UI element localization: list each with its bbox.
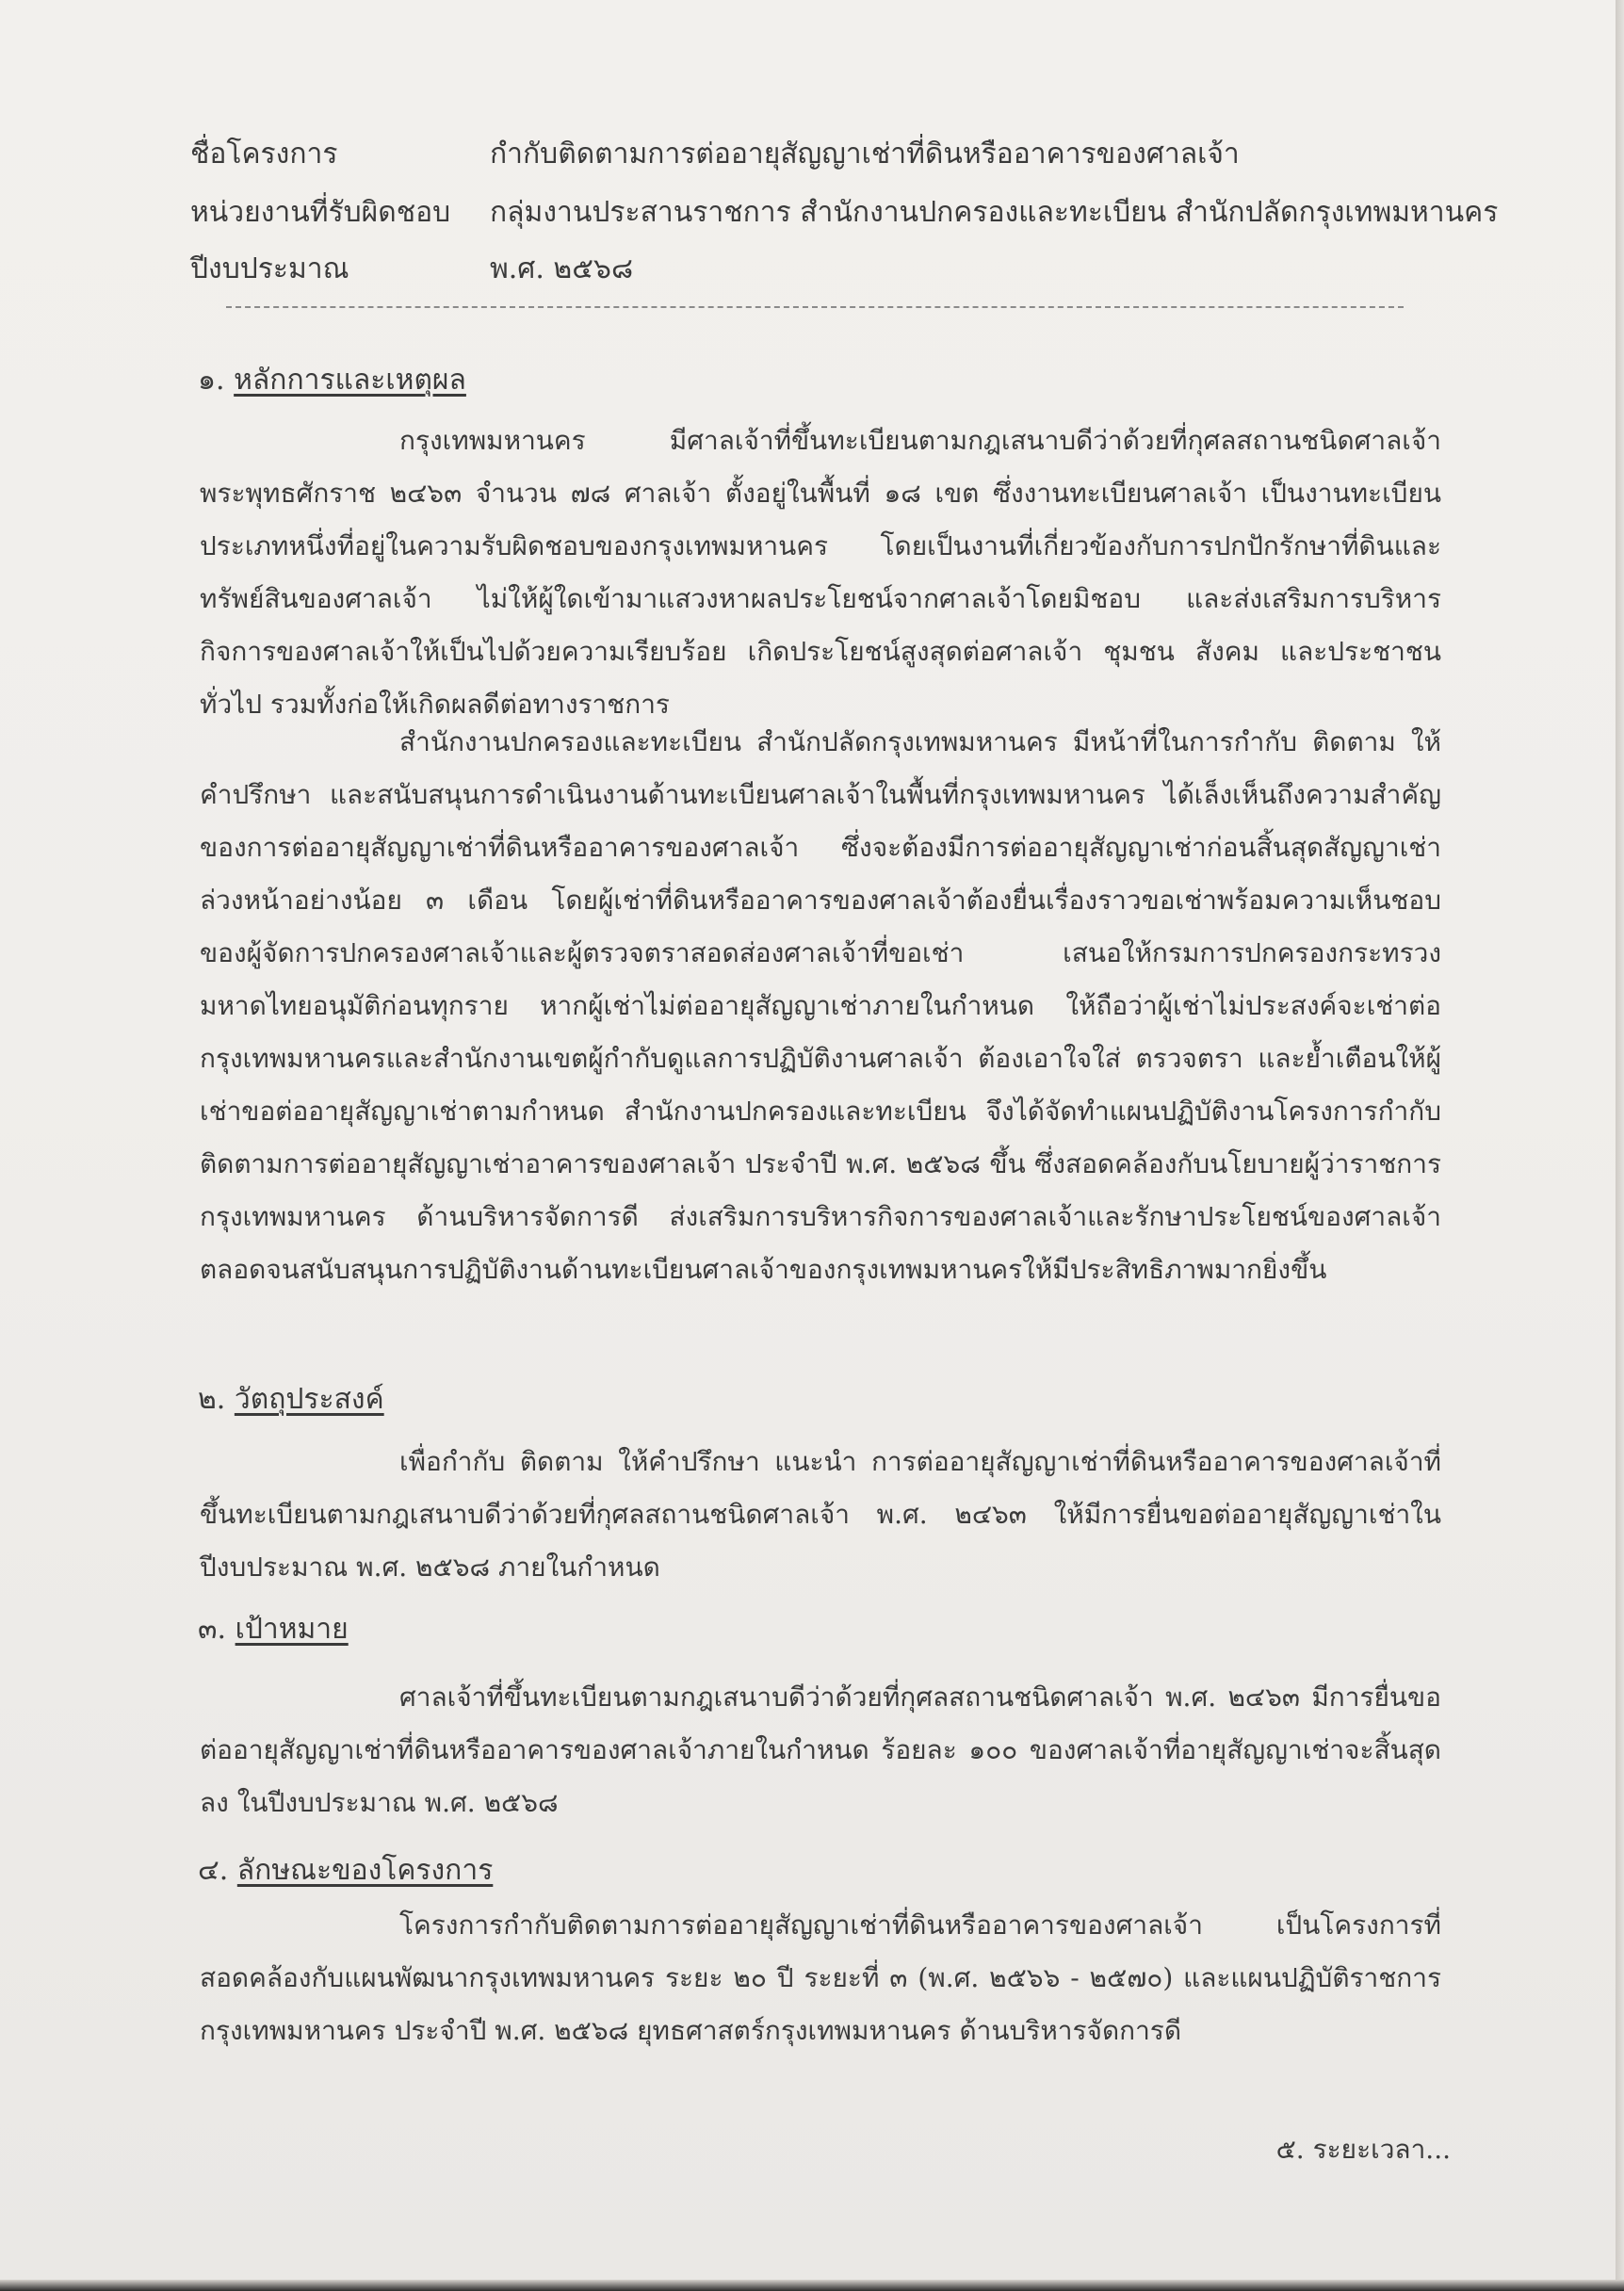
- agency-value: กลุ่มงานประสานราชการ สำนักงานปกครองและทะเบียน สำนักปลัดกรุงเทพมหานคร: [490, 196, 1499, 229]
- agency-label: หน่วยงานที่รับผิดชอบ: [190, 196, 451, 229]
- project-label: ชื่อโครงการ: [190, 138, 338, 171]
- year-label: ปีงบประมาณ: [190, 252, 349, 285]
- section-4-title: ลักษณะของโครงการ: [236, 1854, 494, 1887]
- section-1-title: หลักการและเหตุผล: [234, 364, 466, 397]
- table-surface: [0, 2280, 1624, 2291]
- section-3-heading: [198, 1607, 349, 1652]
- section-4-number: ๔.: [198, 1854, 229, 1887]
- section-1-heading: [198, 358, 466, 403]
- section-4-paragraph: โครงการกำกับติดตามการต่ออายุสัญญาเช่าที่ดินหรืออาคารของศาลเจ้า เป็นโครงการที่สอดคล้องกับแผนพัฒนากรุงเทพมหานคร ระยะ ๒๐ ปี ระยะที่ ๓ (พ.ศ. ๒๕๖๖ - ๒๕๗๐) และแผนปฏิบัติราชการกรุงเทพมหานคร ประจำปี พ.ศ. ๒๕๖๘ ยุทธศาสตร์กรุงเทพมหานคร ด้านบริหารจัดการดี: [200, 1909, 1441, 2046]
- header-divider: [226, 306, 1404, 308]
- year-value: พ.ศ. ๒๕๖๘: [490, 252, 634, 285]
- section-1-number: ๑.: [198, 364, 225, 397]
- page-continuation: ๕. ระยะเวลา...: [1275, 2134, 1451, 2165]
- paper-edge-shadow: [1616, 0, 1624, 2291]
- section-3-number: ๓.: [198, 1613, 227, 1646]
- section-3-paragraph: ศาลเจ้าที่ขึ้นทะเบียนตามกฎเสนาบดีว่าด้วยที่กุศลสถานชนิดศาลเจ้า พ.ศ. ๒๔๖๓ มีการยื่นขอต่ออายุสัญญาเช่าที่ดินหรืออาคารของศาลเจ้าภายในกำหนด ร้อยละ ๑๐๐ ของศาลเจ้าที่อายุสัญญาเช่าจะสิ้นสุดลง ในปีงบประมาณ พ.ศ. ๒๕๖๘: [200, 1682, 1441, 1818]
- project-value: กำกับติดตามการต่ออายุสัญญาเช่าที่ดินหรืออาคารของศาลเจ้า: [490, 138, 1240, 171]
- section-2-number: ๒.: [198, 1383, 226, 1416]
- section-1-paragraph-2: สำนักงานปกครองและทะเบียน สำนักปลัดกรุงเทพมหานคร มีหน้าที่ในการกำกับ ติดตาม ให้คำปรึกษา และสนับสนุนการดำเนินงานด้านทะเบียนศาลเจ้าในพื้นที่กรุงเทพมหานคร ได้เล็งเห็นถึงความสำคัญของการต่ออายุสัญญาเช่าที่ดินหรืออาคารของศาลเจ้า ซึ่งจะต้องมีการต่ออายุสัญญาเช่าก่อนสิ้นสุดสัญญาเช่าล่วงหน้าอย่างน้อย ๓ เดือน โดยผู้เช่าที่ดินหรืออาคารของศาลเจ้าต้องยื่นเรื่องราวขอเช่าพร้อมความเห็นชอบของผู้จัดการปกครองศาลเจ้าและผู้ตรวจตราสอดส่องศาลเจ้าที่ขอเช่า เสนอให้กรมการปกครองกระทรวงมหาดไทยอนุมัติก่อนทุกราย หากผู้เช่าไม่ต่ออายุสัญญาเช่าภายในกำหนด ให้ถือว่าผู้เช่าไม่ประสงค์จะเช่าต่อ กรุงเทพมหานครและสำนักงานเขตผู้กำกับดูแลการปฏิบัติงานศาลเจ้า ต้องเอาใจใส่ ตรวจตรา และย้ำเตือนให้ผู้เช่าขอต่ออายุสัญญาเช่าตามกำหนด สำนักงานปกครองและทะเบียน จึงได้จัดทำแผนปฏิบัติงานโครงการกำกับติดตามการต่ออายุสัญญาเช่าอาคารของศาลเจ้า ประจำปี พ.ศ. ๒๕๖๘ ขึ้น ซึ่งสอดคล้องกับนโยบายผู้ว่าราชการกรุงเทพมหานคร ด้านบริหารจัดการดี ส่งเสริมการบริหารกิจการของศาลเจ้าและรักษาประโยชน์ของศาลเจ้า ตลอดจนสนับสนุนการปฏิบัติงานด้านทะเบียนศาลเจ้าของกรุงเทพมหานครให้มีประสิทธิภาพมากยิ่งขึ้น: [200, 726, 1441, 1285]
- section-2-title: วัตถุประสงค์: [234, 1383, 384, 1416]
- section-2-paragraph: เพื่อกำกับ ติดตาม ให้คำปรึกษา แนะนำ การต่ออายุสัญญาเช่าที่ดินหรืออาคารของศาลเจ้าที่ขึ้นทะเบียนตามกฎเสนาบดีว่าด้วยที่กุศลสถานชนิดศาลเจ้า พ.ศ. ๒๔๖๓ ให้มีการยื่นขอต่ออายุสัญญาเช่าในปีงบประมาณ พ.ศ. ๒๕๖๘ ภายในกำหนด: [200, 1446, 1441, 1583]
- section-2-heading: [198, 1377, 384, 1422]
- section-3-title: เป้าหมาย: [235, 1613, 349, 1646]
- section-1-paragraph-1: กรุงเทพมหานคร มีศาลเจ้าที่ขึ้นทะเบียนตามกฎเสนาบดีว่าด้วยที่กุศลสถานชนิดศาลเจ้า พระพุทธศักราช ๒๔๖๓ จำนวน ๗๘ ศาลเจ้า ตั้งอยู่ในพื้นที่ ๑๘ เขต ซึ่งงานทะเบียนศาลเจ้า เป็นงานทะเบียนประเภทหนึ่งที่อยู่ในความรับผิดชอบของกรุงเทพมหานคร โดยเป็นงานที่เกี่ยวข้องกับการปกปักรักษาที่ดินและทรัพย์สินของศาลเจ้า ไม่ให้ผู้ใดเข้ามาแสวงหาผลประโยชน์จากศาลเจ้าโดยมิชอบ และส่งเสริมการบริหารกิจการของศาลเจ้าให้เป็นไปด้วยความเรียบร้อย เกิดประโยชน์สูงสุดต่อศาลเจ้า ชุมชน สังคม และประชาชนทั่วไป รวมทั้งก่อให้เกิดผลดีต่อทางราชการ: [200, 425, 1441, 720]
- section-4-heading: [198, 1848, 493, 1893]
